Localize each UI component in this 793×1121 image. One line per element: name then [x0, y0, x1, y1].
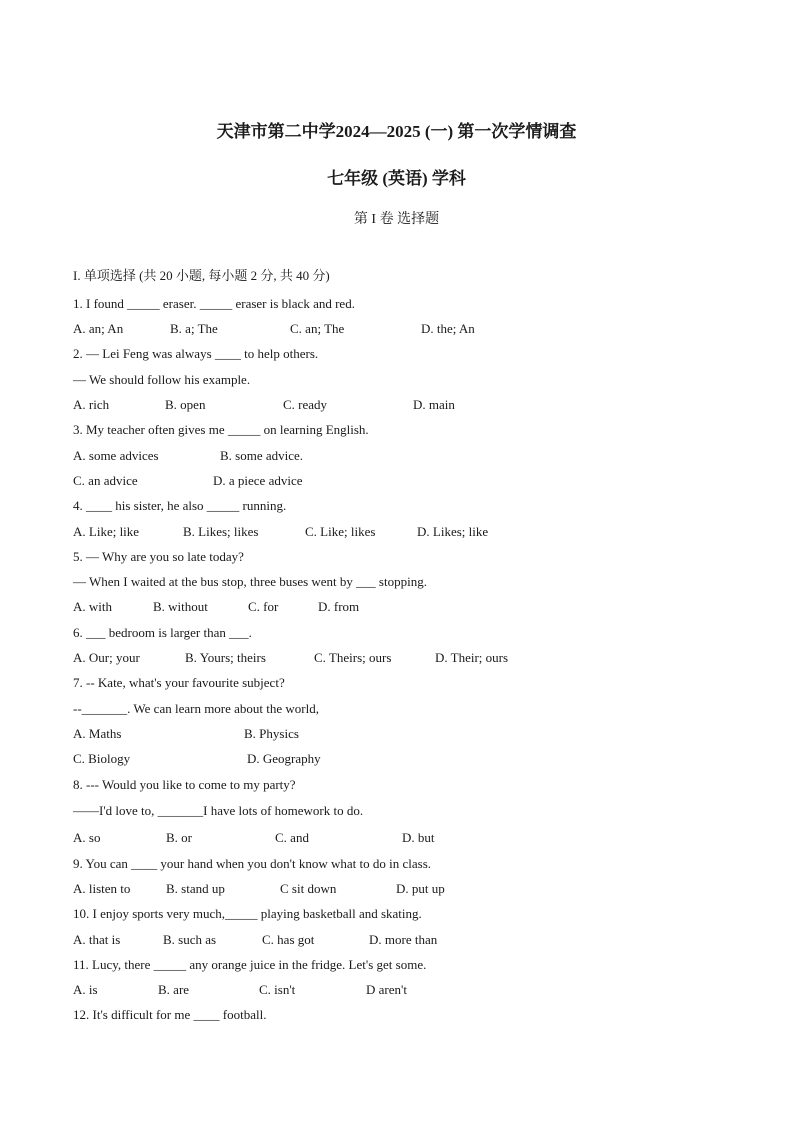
- question-stem: 9. You can ____ your hand when you don't know what to do in class.: [73, 856, 432, 871]
- option-a: A. so: [73, 830, 101, 845]
- option-d: D. Likes; like: [417, 524, 489, 539]
- option-b: B. Physics: [244, 726, 299, 741]
- option-a: A. Maths: [73, 726, 122, 741]
- option-b: B. such as: [163, 932, 217, 947]
- option-b: B. some advice.: [220, 448, 304, 463]
- option-b: B. Yours; theirs: [185, 650, 266, 665]
- section-heading: I. 单项选择 (共 20 小题, 每小题 2 分, 共 40 分): [73, 268, 330, 283]
- option-d: D. Geography: [247, 751, 321, 766]
- option-b: B. open: [165, 397, 206, 412]
- option-b: B. are: [158, 982, 190, 997]
- option-a: A. rich: [73, 397, 110, 412]
- question-stem: 1. I found _____ eraser. _____ eraser is black and red.: [73, 296, 355, 311]
- option-b: B. stand up: [166, 881, 225, 896]
- option-c: C. an advice: [73, 473, 138, 488]
- option-c: C. an; The: [290, 321, 345, 336]
- exam-subject: 七年级 (英语) 学科: [327, 169, 466, 188]
- question-stem: 10. I enjoy sports very much,_____ playing basketball and skating.: [73, 906, 422, 921]
- question-stem: 4. ____ his sister, he also _____ running.: [73, 498, 287, 513]
- question-stem: 12. It's difficult for me ____ football.: [73, 1007, 267, 1022]
- option-a: A. with: [73, 599, 112, 614]
- option-b: B. or: [166, 830, 192, 845]
- exam-title: 天津市第二中学2024—2025 (一) 第一次学情调查: [216, 122, 577, 141]
- option-a: A. that is: [73, 932, 121, 947]
- question-response: ——I'd love to, _______I have lots of homework to do.: [73, 803, 364, 818]
- option-a: A. an; An: [73, 321, 124, 336]
- option-c: C. has got: [262, 932, 315, 947]
- option-c: C. for: [248, 599, 279, 614]
- option-c: C. Biology: [73, 751, 131, 766]
- option-c: C. isn't: [259, 982, 296, 997]
- question-response: --_______. We can learn more about the world,: [73, 701, 319, 716]
- question-stem: 6. ___ bedroom is larger than ___.: [73, 625, 252, 640]
- option-d: D. put up: [396, 881, 445, 896]
- question-stem: 3. My teacher often gives me _____ on learning English.: [73, 422, 369, 437]
- option-d: D. from: [318, 599, 360, 614]
- question-stem: 8. --- Would you like to come to my party?: [73, 777, 296, 792]
- option-a: A. Like; like: [73, 524, 140, 539]
- option-c: C. Theirs; ours: [314, 650, 392, 665]
- option-c: C. Like; likes: [305, 524, 376, 539]
- question-stem: 5. — Why are you so late today?: [73, 549, 244, 564]
- volume-label: 第 I 卷 选择题: [353, 212, 440, 227]
- option-d: D. Their; ours: [435, 650, 509, 665]
- option-d: D. the; An: [421, 321, 475, 336]
- option-d: D. but: [402, 830, 435, 845]
- question-stem: 7. -- Kate, what's your favourite subject?: [73, 675, 285, 690]
- option-a: A. listen to: [73, 881, 131, 896]
- option-a: A. Our; your: [73, 650, 140, 665]
- option-b: B. Likes; likes: [183, 524, 259, 539]
- option-d: D. more than: [369, 932, 438, 947]
- question-stem: 11. Lucy, there _____ any orange juice in the fridge. Let's get some.: [73, 957, 427, 972]
- option-d: D. a piece advice: [213, 473, 303, 488]
- option-b: B. a; The: [170, 321, 218, 336]
- question-response: — We should follow his example.: [73, 372, 251, 387]
- option-d: D aren't: [366, 982, 407, 997]
- option-c: C. ready: [283, 397, 328, 412]
- option-c: C. and: [275, 830, 309, 845]
- option-c: C sit down: [280, 881, 337, 896]
- option-d: D. main: [413, 397, 455, 412]
- question-stem: 2. — Lei Feng was always ____ to help others.: [73, 346, 319, 361]
- option-b: B. without: [153, 599, 208, 614]
- option-a: A. is: [73, 982, 98, 997]
- option-a: A. some advices: [73, 448, 159, 463]
- question-response: — When I waited at the bus stop, three buses went by ___ stopping.: [73, 574, 427, 589]
